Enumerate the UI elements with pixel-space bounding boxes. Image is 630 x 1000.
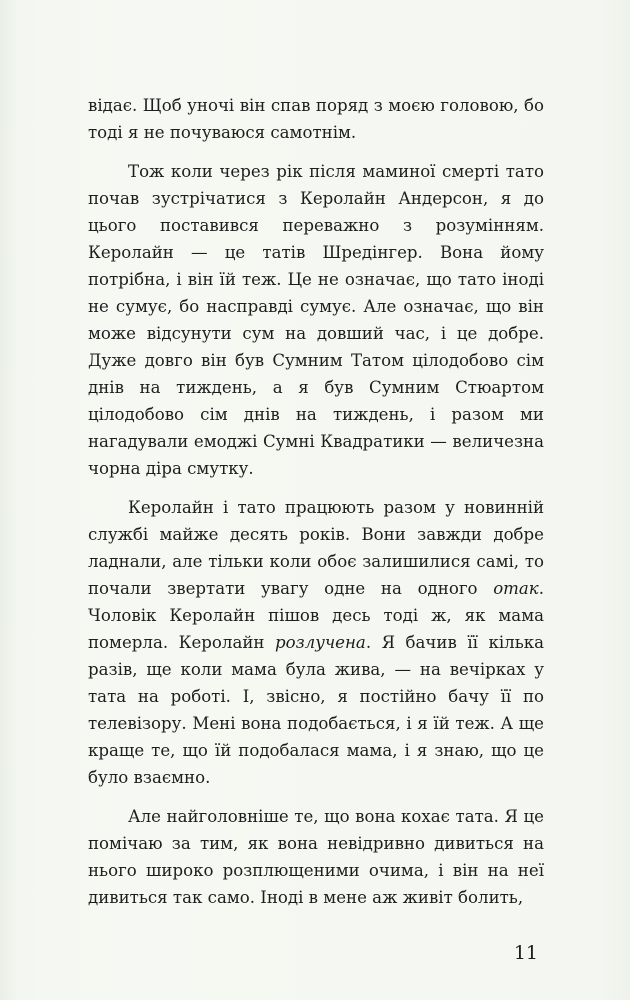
body-text	[88, 92, 544, 911]
paragraph-1	[88, 92, 544, 146]
paragraph-4	[88, 803, 544, 911]
text-run: Керолайн і тато працюють разом у новинній службі майже десять років. Вони завжди добре ладнали, але тільки коли обоє залишилися самі, то почали звертати увагу одне на одного	[88, 498, 544, 598]
text-run: Але найголовніше те, що вона кохає тата. Я це помічаю за тим, як вона невідривно дивиться на нього широко розплющеними очима, і він на неї дивиться так само. Іноді в мене аж живіт болить,	[88, 807, 544, 907]
text-run: . Чоловік Керолайн пішов десь тоді ж, як мама померла. Керолайн	[88, 579, 544, 652]
paragraph-3	[88, 494, 544, 791]
italic-word: отак	[493, 579, 539, 598]
text-run: відає. Щоб уночі він спав поряд з моєю головою, бо тоді я не почуваюся самотнім.	[88, 96, 544, 142]
text-run: Тож коли через рік після маминої смерті тато почав зустрічатися з Керолайн Андерсон, я до цього поставився переважно з розумінням. Керолайн — це татів Шредінгер. Вона йому потрібна, і він їй теж. Це не означає, що тато іноді не сумує, бо насправді сумує. Але означає, що він може відсунути сум на довший час, і це добре. Дуже довго він був Сумним Татом цілодобово сім днів на тиждень, а я був Сумним Стюартом цілодобово сім днів на тиждень, і разом ми нагадували емоджі Сумні Квадратики — величезна чорна діра смутку.	[88, 162, 544, 478]
paragraph-2	[88, 158, 544, 482]
page-number: 11	[513, 942, 538, 964]
italic-word: розлучена	[275, 633, 366, 652]
text-run: . Я бачив її кілька разів, ще коли мама була жива, — на вечірках у тата на роботі. І, звісно, я постійно бачу її по телевізору. Мені вона подобається, і я їй теж. А ще краще те, що їй подобалася мама, і я знаю, що це було взаємно.	[88, 633, 544, 787]
